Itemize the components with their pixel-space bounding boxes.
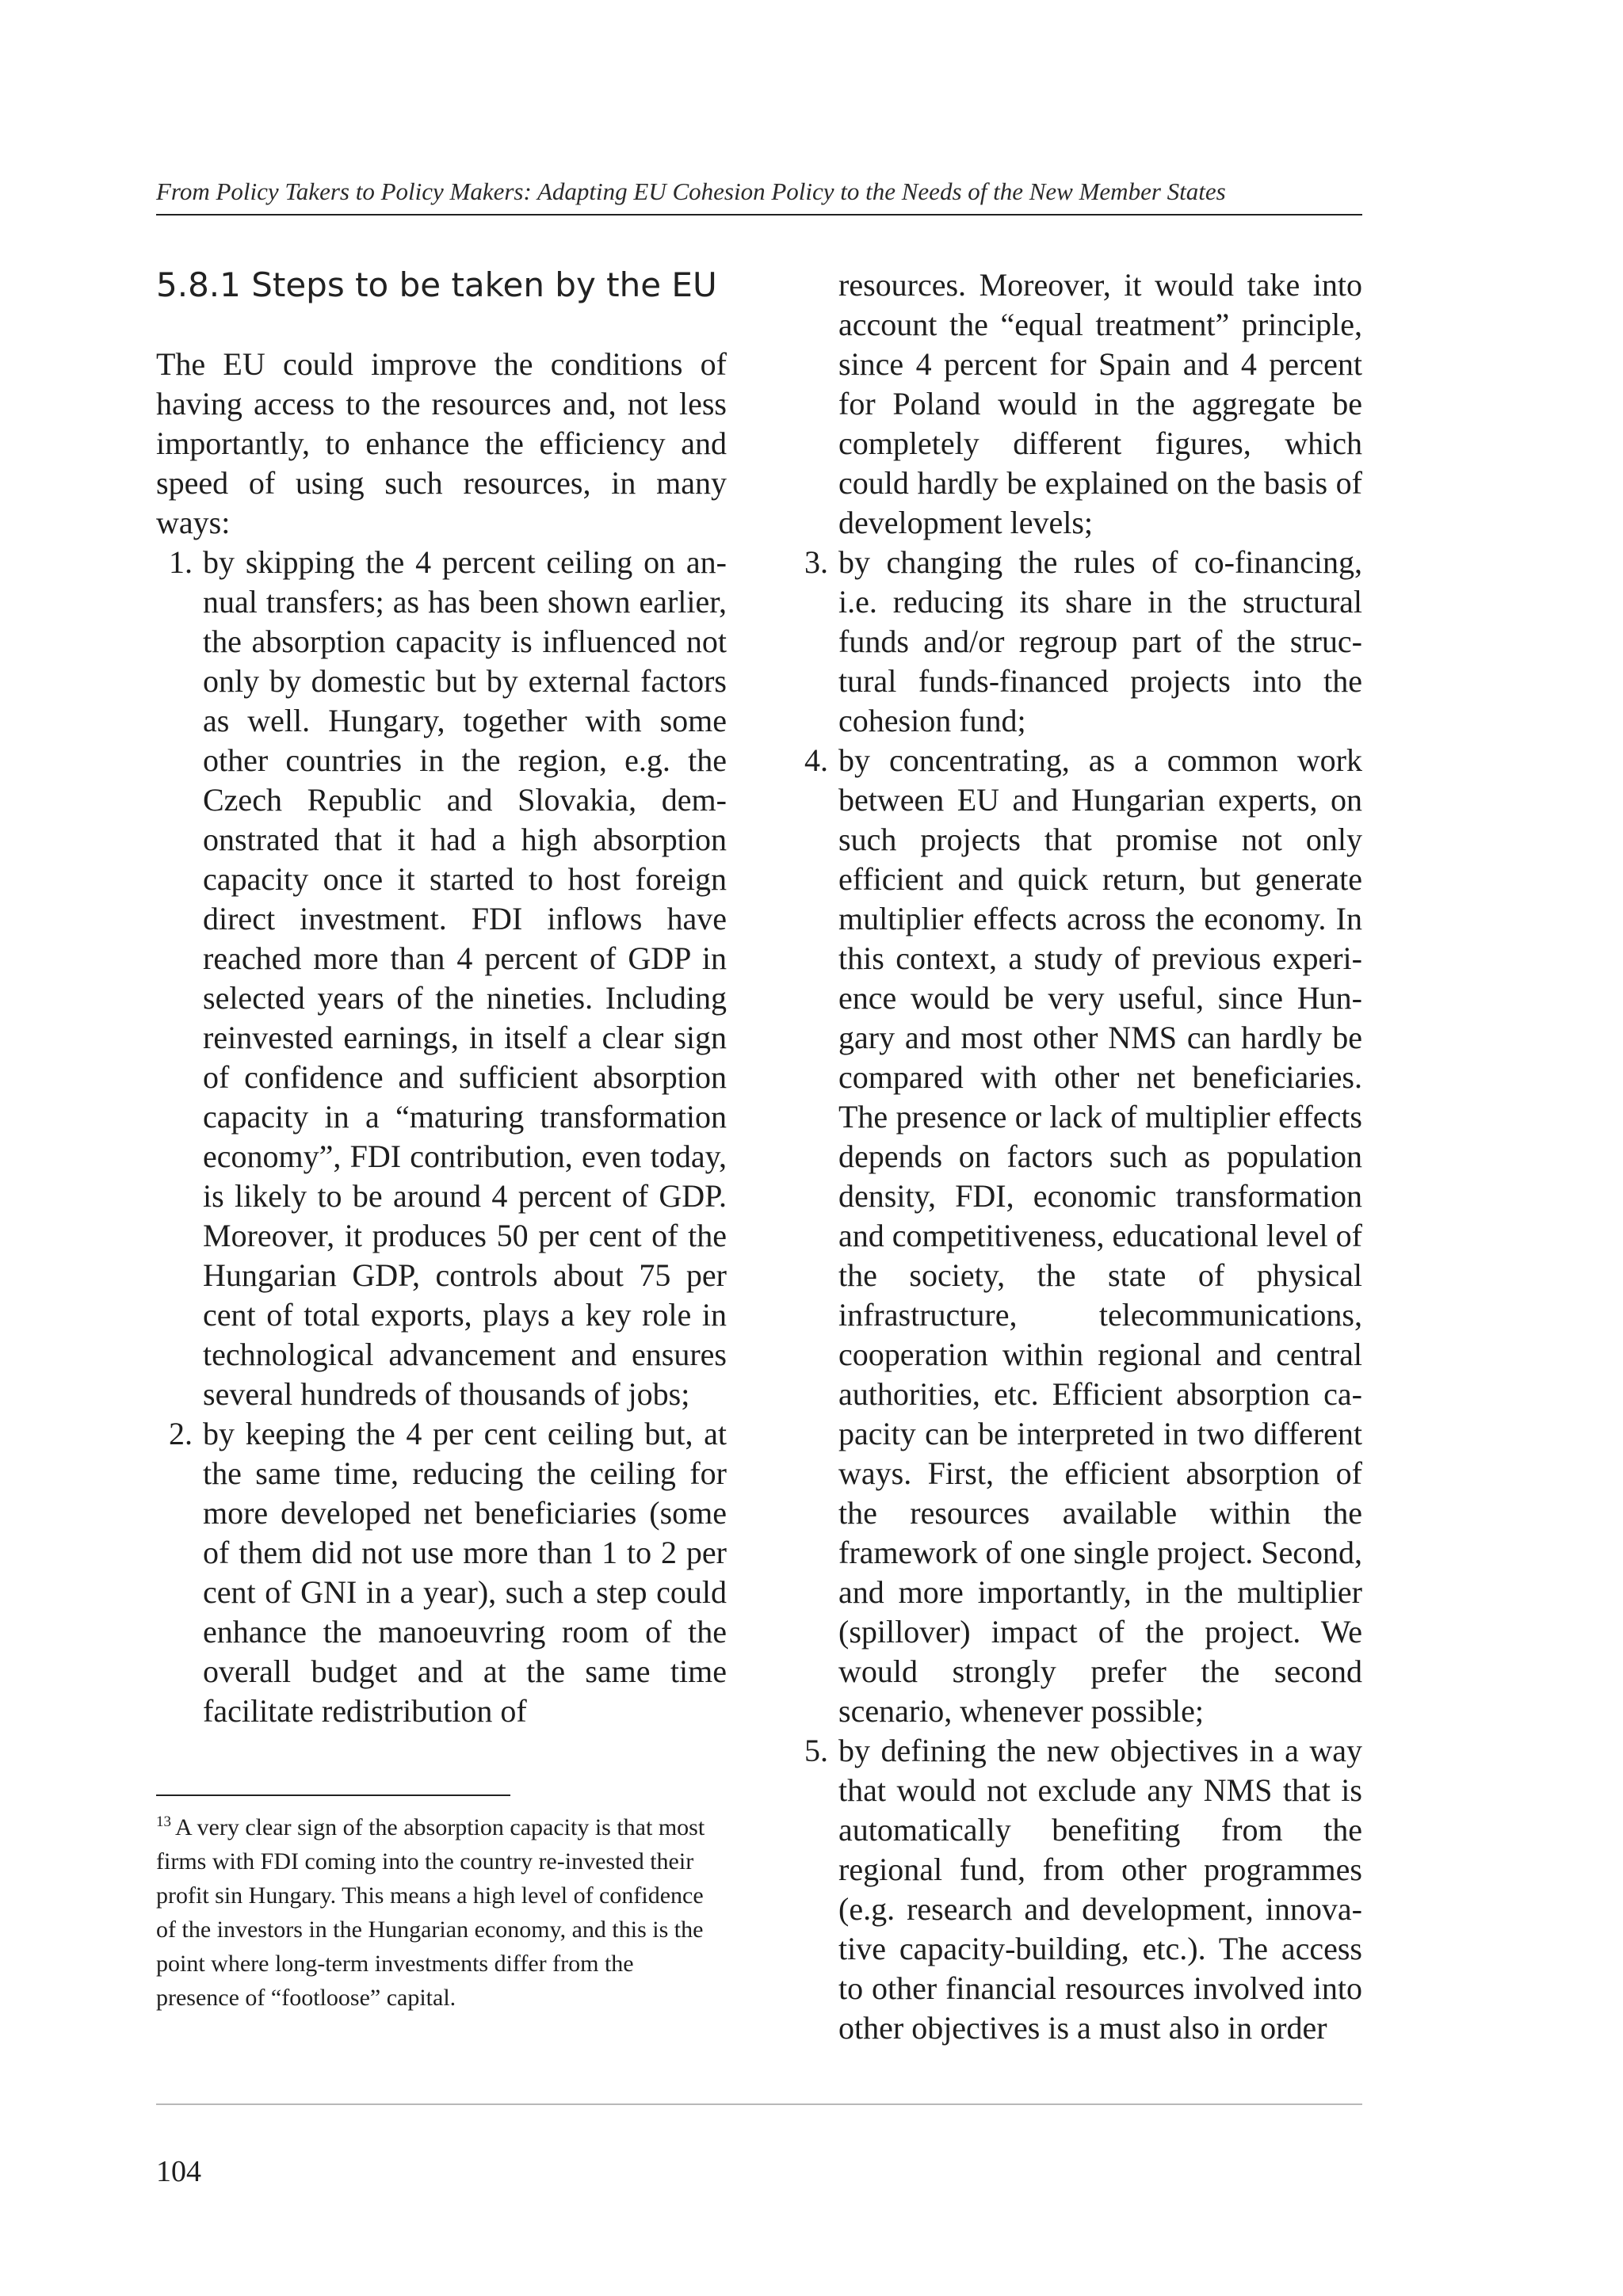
footnote-text: A very clear sign of the absorption capacity is that most firms with FDI coming into the country re-invested their profit sin Hungary. This means a high level of confidence of the investors in the Hungarian economy, and this is the point where long-term investments differ from the presence of “footloose” capital.	[156, 1814, 705, 2011]
steps-list-part1	[156, 543, 727, 1731]
list-item	[792, 543, 1362, 741]
list-item-number: 4.	[804, 742, 828, 778]
list-item-text: by defining the new objectives in a way that would not exclude any NMS that is automatically benefiting from the regional fund, from other programmes (e.g. research and development, innovative capacity-building, etc.). The access to other financial resources involved into other objectives is a must also in order	[838, 1733, 1362, 2046]
list-item-number: 5.	[804, 1733, 828, 1768]
footnote	[156, 1805, 711, 2015]
list-item-number: 2.	[169, 1416, 193, 1451]
list-item	[792, 1731, 1362, 2048]
footer-rule	[156, 2103, 1362, 2105]
steps-list-part2	[792, 265, 1362, 2048]
list-item	[156, 543, 727, 1414]
intro-paragraph: The EU could improve the conditions of having access to the resources and, not less importantly, to enhance the efficiency and speed of using such resources, in many ways:	[156, 346, 727, 540]
header-rule	[156, 214, 1362, 215]
right-column	[792, 265, 1362, 2048]
footnote-rule	[156, 1794, 510, 1796]
left-column	[156, 265, 727, 1731]
list-item-text: by skipping the 4 percent ceiling on annual transfers; as has been shown earlier, the absorption capacity is influenced not only by domestic but by external factors as well. Hungary, together with some other countries in the region, e.g. the Czech Republic and Slovakia, demonstrated that it had a high absorption capacity once it started to host foreign direct investment. FDI inflows have reached more than 4 percent of GDP in selected years of the nineties. Including reinvested earnings, in itself a clear sign of confidence and sufficient absorption capacity in a “maturing transformation economy”, FDI contribution, even today, is likely to be around 4 percent of GDP. Moreover, it produces 50 per cent of the Hungarian GDP, controls about 75 per cent of total exports, plays a key role in technological advancement and ensures several hundreds of thousands of jobs;	[203, 544, 727, 1412]
list-item-text: by changing the rules of co-financing, i.e. reducing its share in the structural funds and/or regroup part of the structural funds-financed projects into the cohesion fund;	[838, 544, 1362, 738]
running-title: From Policy Takers to Policy Makers: Adapting EU Cohesion Policy to the Needs of the New Member States	[156, 177, 1226, 205]
list-item-number: 3.	[804, 544, 828, 580]
list-item-number: 1.	[169, 544, 193, 580]
page-number: 104	[156, 2155, 201, 2188]
list-item-continuation	[792, 265, 1362, 543]
footnote-marker: 13	[156, 1814, 171, 1830]
list-item	[792, 741, 1362, 1731]
list-item-text: resources. Moreover, it would take into account the “equal treatment” principle, since 4 percent for Spain and 4 percent for Poland would in the aggregate be completely different figures, which could hardly be explained on the basis of development levels;	[838, 267, 1362, 540]
list-item	[156, 1414, 727, 1731]
section-heading: 5.8.1 Steps to be taken by the EU	[156, 265, 717, 304]
list-item-text: by keeping the 4 per cent ceiling but, at the same time, reducing the ceiling for more developed net beneficiaries (some of them did not use more than 1 to 2 per cent of GNI in a year), such a step could enhance the manoeuvring room of the overall budget and at the same time facilitate redistribution of	[203, 1416, 727, 1729]
list-item-text: by concentrating, as a common work between EU and Hungarian experts, on such projects that promise not only efficient and quick return, but generate multiplier effects across the economy. In this context, a study of previous experience would be very useful, since Hungary and most other NMS can hardly be compared with other net beneficiaries. The presence or lack of multiplier effects depends on factors such as population density, FDI, economic transformation and competitiveness, educational level of the society, the state of physical infrastructure, telecommunications, cooperation within regional and central authorities, etc. Efficient absorption capacity can be interpreted in two different ways. First, the efficient absorption of the resources available within the framework of one single project. Second, and more importantly, in the multiplier (spillover) impact of the project. We would strongly prefer the second scenario, whenever possible;	[838, 742, 1362, 1729]
